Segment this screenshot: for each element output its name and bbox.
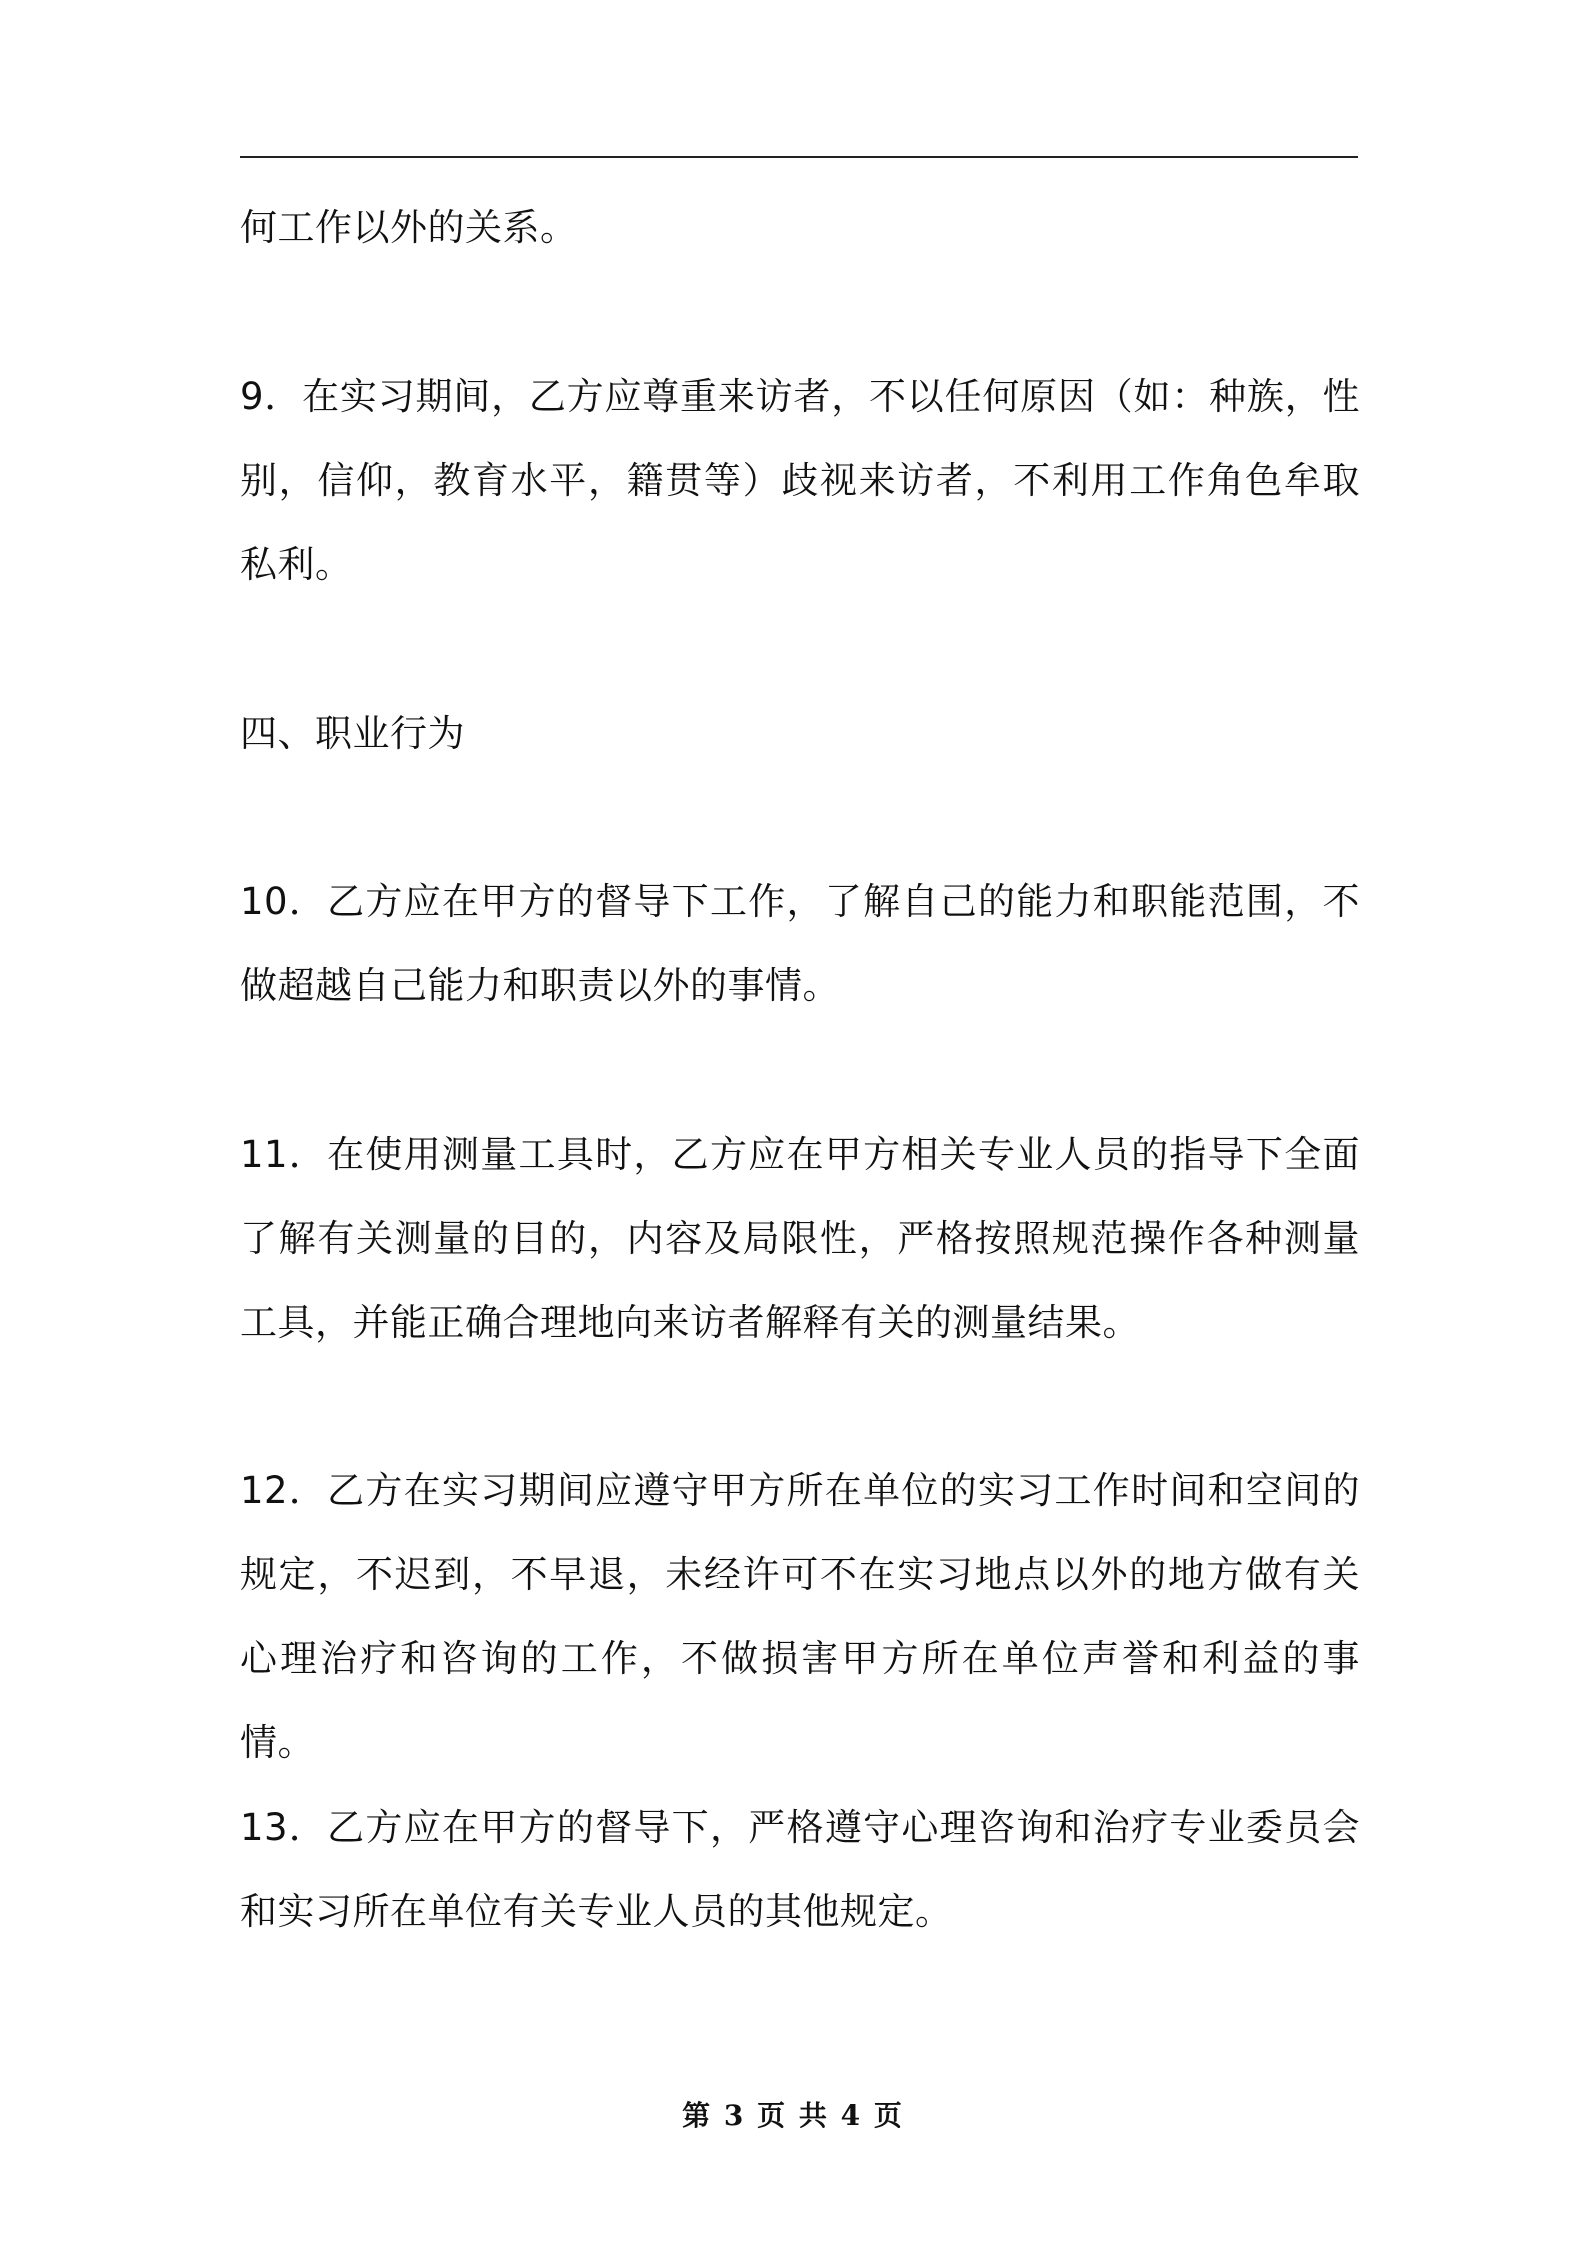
header-divider (240, 156, 1358, 158)
paragraph-item-12: 12．乙方在实习期间应遵守甲方所在单位的实习工作时间和空间的规定，不迟到，不早退，未经许可不在实习地点以外的地方做有关心理治疗和咨询的工作，不做损害甲方所在单位声誉和利益的事情。 (240, 1469, 1360, 1764)
paragraph-item-13: 13．乙方应在甲方的督导下，严格遵守心理咨询和治疗专业委员会和实习所在单位有关专业人员的其他规定。 (240, 1806, 1360, 1933)
paragraph-continuation: 何工作以外的关系。 (240, 206, 578, 249)
paragraph-item-11: 11．在使用测量工具时，乙方应在甲方相关专业人员的指导下全面了解有关测量的目的，内容及局限性，严格按照规范操作各种测量工具，并能正确合理地向来访者解释有关的测量结果。 (240, 1133, 1360, 1344)
paragraph-item-10: 10．乙方应在甲方的督导下工作，了解自己的能力和职能范围，不做超越自己能力和职责以外的事情。 (240, 880, 1360, 1007)
paragraph-item-9: 9．在实习期间，乙方应尊重来访者，不以任何原因（如：种族，性别，信仰，教育水平，籍贯等）歧视来访者，不利用工作角色牟取私利。 (240, 375, 1360, 586)
section-heading: 四、职业行为 (240, 712, 465, 755)
page-number-footer: 第 3 页 共 4 页 (682, 2099, 904, 2132)
